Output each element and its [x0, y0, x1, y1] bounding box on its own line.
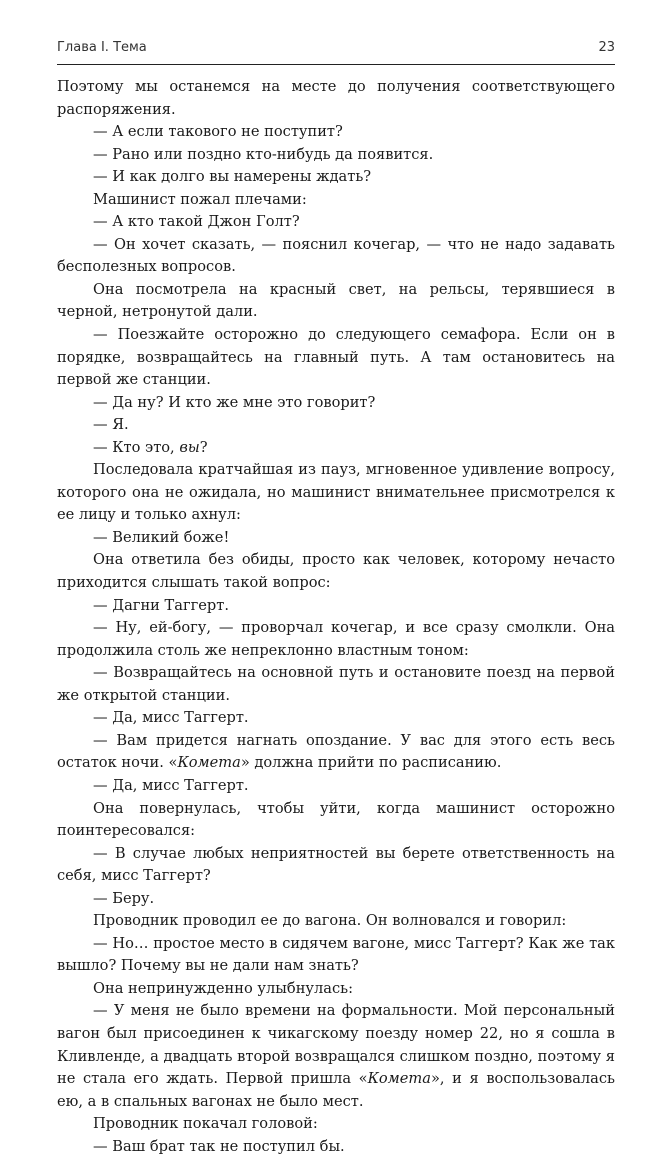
- paragraph-text: », и я воспользовалась ею, а в спальных вагонах не было мест.: [57, 1070, 615, 1110]
- paragraph: — Возвращайтесь на основной путь и остановите поезд на первой же открытой станции.: [57, 664, 615, 704]
- emphasis: Комета: [367, 1070, 431, 1088]
- paragraph: — Поезжайте осторожно до следующего семафора. Если он в порядке, возвращайтесь на главный путь. А там остановитесь на первой же станции.: [57, 326, 615, 389]
- paragraph: [57, 730, 615, 775]
- paragraph-text: ?: [199, 438, 208, 456]
- paragraph: — И как долго вы намерены ждать?: [93, 168, 372, 186]
- paragraph: — Ваш брат так не поступил бы.: [93, 1137, 345, 1155]
- paragraph: — Да, мисс Таггерт.: [93, 776, 249, 794]
- paragraph: Поэтому мы останемся на месте до получения соответствующего распоряжения.: [57, 78, 615, 118]
- paragraph: — Да ну? И кто же мне это говорит?: [93, 393, 376, 411]
- paragraph: — Я.: [93, 416, 129, 434]
- paragraph: [57, 1000, 615, 1113]
- paragraph: — Дагни Таггерт.: [93, 596, 229, 614]
- body-text: [57, 76, 615, 1158]
- page-number: 23: [598, 40, 615, 55]
- paragraph: — Ну, ей-богу, — проворчал кочегар, и все сразу смолкли. Она продолжила столь же непреклонно властным тоном:: [57, 619, 615, 659]
- paragraph: Она ответила без обиды, просто как человек, которому нечасто приходится слышать такой вопрос:: [57, 551, 615, 592]
- paragraph: — Великий боже!: [93, 528, 230, 546]
- paragraph: — А если такового не поступит?: [93, 123, 343, 141]
- emphasis: Комета: [177, 754, 241, 772]
- paragraph: Она повернулась, чтобы уйти, когда машинист осторожно поинтересовался:: [57, 799, 615, 840]
- paragraph: Проводник покачал головой:: [93, 1115, 318, 1133]
- paragraph: — Рано или поздно кто-нибудь да появится.: [93, 145, 434, 163]
- paragraph: [57, 437, 615, 460]
- chapter-title: Глава I. Тема: [57, 40, 147, 55]
- paragraph-text: — У меня не было времени на формальности. Мой персональный вагон был присоединен к чикагскому поезду номер 22, но я сошла в Кливленде, а двадцать второй возвращался слишком поздно, поэтому я не стала его ждать. Первой пришла «: [57, 1002, 615, 1088]
- paragraph: Она непринужденно улыбнулась:: [93, 979, 354, 997]
- paragraph: Она посмотрела на красный свет, на рельсы, терявшиеся в черной, нетронутой дали.: [57, 280, 615, 321]
- paragraph: — А кто такой Джон Голт?: [93, 213, 300, 231]
- running-header: [57, 40, 615, 55]
- paragraph: Машинист пожал плечами:: [93, 190, 307, 208]
- paragraph-text: — Вам придется нагнать опоздание. У вас для этого есть весь остаток ночи. «: [57, 731, 615, 772]
- paragraph-text: » должна прийти по расписанию.: [240, 754, 502, 772]
- paragraph: Последовала кратчайшая из пауз, мгновенное удивление вопросу, которого она не ожидала, но машинист внимательнее присмотрелся к ее лицу и только ахнул:: [57, 461, 615, 524]
- paragraph: — Но… простое место в сидячем вагоне, мисс Таггерт? Как же так вышло? Почему вы не дали нам знать?: [57, 934, 615, 975]
- header-rule: [57, 64, 615, 65]
- paragraph: — Беру.: [93, 889, 155, 907]
- paragraph-text: — Кто это,: [93, 438, 180, 456]
- paragraph: — В случае любых неприятностей вы берете ответственность на себя, мисс Таггерт?: [57, 844, 615, 885]
- paragraph: — Да, мисс Таггерт.: [93, 709, 249, 727]
- emphasis: вы: [179, 438, 200, 456]
- paragraph: Проводник проводил ее до вагона. Он волновался и говорил:: [93, 912, 567, 930]
- paragraph: — Он хочет сказать, — пояснил кочегар, — что не надо задавать бесполезных вопросов.: [57, 235, 615, 276]
